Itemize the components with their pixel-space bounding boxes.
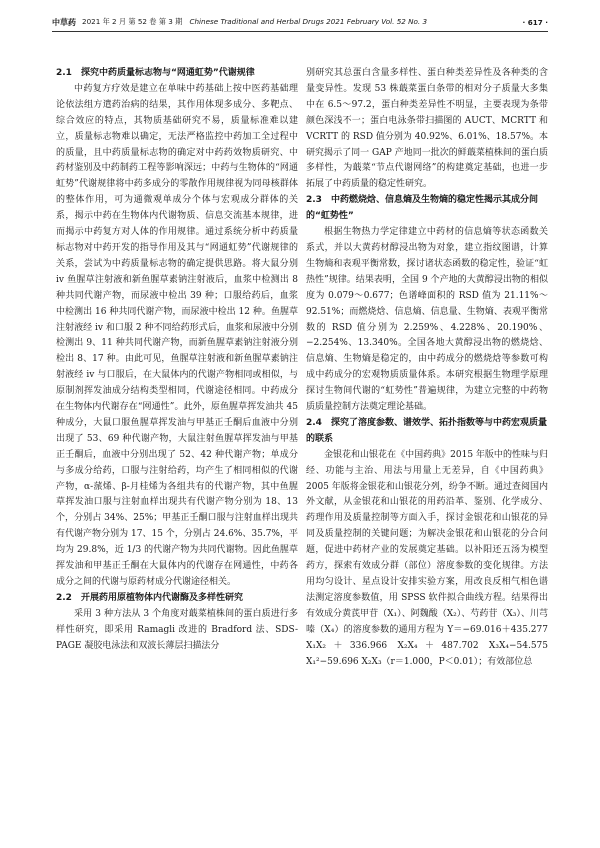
issue-info [82,17,523,27]
section-heading-2-1: 2.1 探究中药质量标志物与“网通虹势”代谢规律 [56,68,255,78]
journal-logo: 中草药 [52,17,76,27]
running-header [52,14,548,30]
page-number: · 617 · [522,17,548,27]
section-heading-2-4: 2.4 探究了溶度参数、谱效学、拓扑指数等与中药宏观质量的联系 [306,417,547,444]
paragraph-2-2-cont: 别研究其总蛋白含量多样性、蛋白种类差异性及各种类的含量变异性。发现 53 株蕺菜蛋白条带的相对分子质量大多集中在 6.5～97.2，蛋白种类差异性不明显，主要表现为条带颜色深浅不一；蛋白电泳条带扫描图的 AUCT、MCRTT 和 VCRTT 的 RSD 值分别为 40.92%、6.01%、18.57%。本研究揭示了同一 GAP 产地同一批次的鲜蕺菜植株间的蛋白质多样性，为蕺菜“节点代谢网络”的构建奠定基础，也进一步拓展了中药质量的稳定性研究。 [306,68,549,190]
section-heading-2-3: 2.3 中药燃烧焓、信息熵及生物熵的稳定性揭示其成分间的“虹势性” [306,195,538,222]
left-column [56,66,298,655]
section-heading-2-2: 2.2 开展药用原植物体内代谢酶及多样性研究 [56,592,243,603]
paragraph-2-2: 采用 3 种方法从 3 个角度对蕺菜植株间的蛋白质进行多样性研究，即采用 Ramagli 改进的 Bradford 法、SDS-PAGE 凝胶电泳法和双波长薄层扫描法分 [56,608,298,651]
right-column [306,66,548,670]
journal-en: Chinese Traditional and Herbal Drugs 2021 February Vol. 52 No. 3 [189,17,428,26]
paragraph-2-4: 金银花和山银花在《中国药典》2015 年版中的性味与归经、功能与主治、用法与用量上无差异，自《中国药典》2005 年版将金银花和山银花分列，纷争不断。通过查阅国内外文献，从金银花和山银花的用药沿革、鉴别、化学成分、药理作用及质量控制等方面入手，探讨金银花和山银花的异同及质量控制的关键问题；为解决金银花和山银花的分合问题，促进中药材产业的发展奠定基础。以补阳还五汤为模型药方，探索有效成分群（部位）溶度参数的变化规律。方法用均匀设计、星点设计安排实验方案，用改良反相气相色谱法测定溶度参数值，用 SPSS 软件拟合曲线方程。结果得出有效成分黄芪甲苷（X₁）、阿魏酸（X₂）、芍药苷（X₃）、川芎嗪（X₄）的溶度参数的通用方程为 Y＝−69.016＋435.277 X₁X₂＋336.966 X₂X₄＋487.702 X₃X₄−54.575 X₁²−59.696 X₂X₃（r＝1.000，P＜0.01）；有效部位总 [306,449,548,667]
header-rule [52,31,548,32]
paragraph-2-1: 中药复方疗效是建立在单味中药基础上按中医药基础理论依法组方遣药治病的结果，其作用体现多成分、多靶点、综合效应的特点，其物质基础研究不易，质量标准难以建立，质量标志物难以确定，无法严格监控中药加工全过程中的质量，且中药质量标志物的确定对中药药效物质研究、中药材鉴别及中药制药工程等影响深远；中药与生物体的“网通虹势”代谢规律将中药多成分的零散作用规律视为同母核群体的整体作用，可为通微观单成分个体与宏观成分群体的关系，揭示中药在生物体内代谢物质、信息交流基本规律，进而揭示中药复方对人体的作用规律。通过系统分析中药质量标志物对中药开发的指导作用及其与“网通虹势”代谢规律的关系，尝试为中药质量标志物的确定提供思路。将大鼠分别 iv 鱼腥草注射液和新鱼腥草素钠注射液后，血浆中检测出 8 种共同代谢产物，而尿液中检出 39 种；口服给药后，血浆中检测出 16 种共同代谢产物，而尿液中检出 12 种。鱼腥草注射液经 iv 和口服 2 种不同给药形式后，血浆和尿液中分别检测出 9、11 种共同代谢产物，而新鱼腥草素钠注射液分别检出 8、17 种。由此可见，鱼腥草注射液和新鱼腥草素钠注射液经 iv 与口服后，在大鼠体内的代谢产物相同或相似，与原制剂挥发油成分结构类型相同，代谢途径相同。中药成分在生物体内代谢存在“网通性”。此外，原鱼腥草挥发油共 45 种成分，大鼠口服鱼腥草挥发油与甲基正壬酮后血液中分别出现了 53、69 种代谢产物，大鼠注射鱼腥草挥发油与甲基正壬酮后，血液中分别出现了 52、42 种代谢产物；单成分与多成分给药，口服与注射给药，均产生了相同相似的代谢产物，α-蒎烯、β-月桂烯为各组共有的代谢产物，其中鱼腥草挥发油口服与注射血样出现共有代谢产物分别为 18、13 个，分别占 34%、25%；甲基正壬酮口服与注射血样出现共有代谢产物分别为 17、15 个，分别占 24.6%、35.7%，平均为 29.8%，近 1/3 的代谢产物为共同代谢物。因此鱼腥草挥发油和甲基正壬酮在大鼠体内的代谢存在网通性，中药各成分之间的代谢与原药材成分代谢途径相关。 [56,83,298,587]
paragraph-2-3: 根据生物热力学定律建立中药材的信息熵等状态函数关系式，并以大黄药材醇浸出物为对象，建立指纹图谱，计算生物熵和表观平衡常数，探讨诸状态函数的稳定性，验证“虹热性”规律。结果表明，全国 9 个产地的大黄醇浸出物的相似度为 0.079～0.677；色谱峰面积的 RSD 值为 21.11%～92.51%；而燃烧焓、信息熵、信息量、生物熵、表观平衡常数的 RSD 值分别为 2.259%、4.228%、20.190%、−2.254%、13.340%。全国各地大黄醇浸出物的燃烧焓、信息熵、生物熵是稳定的，由中药成分的燃烧焓等参数可构成中药成分的宏观物质质量体系。本研究根据生物理学原理探讨生物间代谢的“虹势性”普遍规律，为建立完整的中药物质质量控制方法奠定理论基础。 [306,227,548,413]
issue-cn: 2021 年 2 月 第 52 卷 第 3 期 [82,17,183,26]
